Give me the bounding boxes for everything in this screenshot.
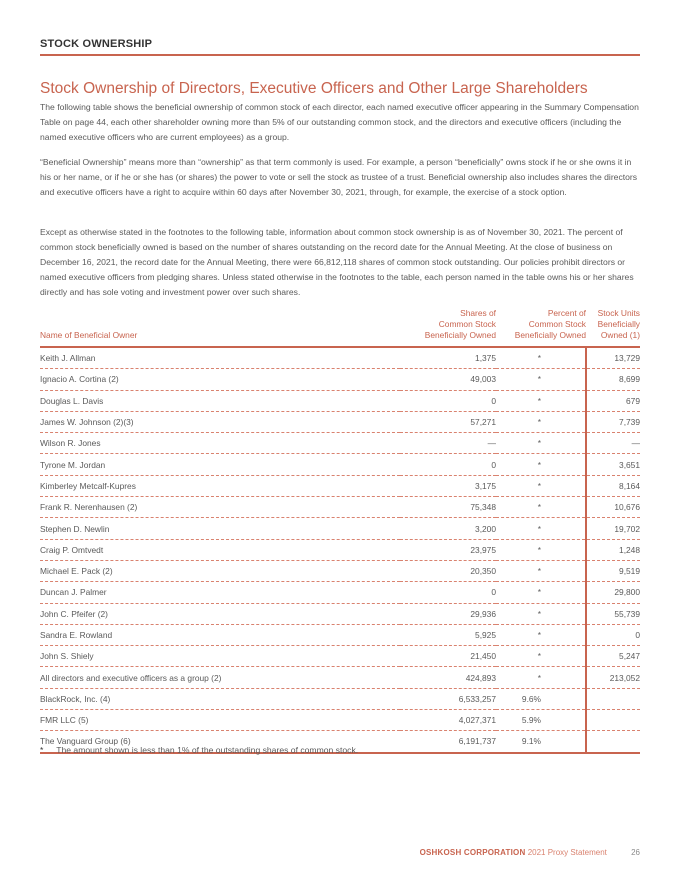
owner-name: Michael E. Pack (2) xyxy=(40,560,400,581)
table-row xyxy=(40,624,640,645)
shares-owned: 49,003 xyxy=(400,369,496,390)
percent-owned: * xyxy=(496,603,586,624)
percent-owned: * xyxy=(496,518,586,539)
percent-owned: * xyxy=(496,475,586,496)
owner-name: Frank R. Nerenhausen (2) xyxy=(40,497,400,518)
header-units-line: Stock Units xyxy=(597,308,640,318)
section-header: STOCK OWNERSHIP xyxy=(40,38,153,50)
owner-name: Stephen D. Newlin xyxy=(40,518,400,539)
header-name: Name of Beneficial Owner xyxy=(40,308,400,347)
stock-units: 7,739 xyxy=(586,411,640,432)
table-row xyxy=(40,667,640,688)
page-footer xyxy=(420,848,640,857)
stock-units: 213,052 xyxy=(586,667,640,688)
table-row xyxy=(40,411,640,432)
shares-owned: 23,975 xyxy=(400,539,496,560)
header-shares-line: Common Stock xyxy=(438,319,496,329)
stock-units: 0 xyxy=(586,624,640,645)
shares-owned: 5,925 xyxy=(400,624,496,645)
stock-units: 3,651 xyxy=(586,454,640,475)
percent-owned: 9.6% xyxy=(496,688,586,709)
owner-name: Craig P. Omtvedt xyxy=(40,539,400,560)
owner-name: Tyrone M. Jordan xyxy=(40,454,400,475)
owner-name: John C. Pfeifer (2) xyxy=(40,603,400,624)
owner-name: All directors and executive officers as a group (2) xyxy=(40,667,400,688)
table-row xyxy=(40,646,640,667)
stock-units: 29,800 xyxy=(586,582,640,603)
stock-units: 679 xyxy=(586,390,640,411)
percent-owned: * xyxy=(496,390,586,411)
shares-owned: 20,350 xyxy=(400,560,496,581)
page-number: 26 xyxy=(631,848,640,857)
table-row xyxy=(40,454,640,475)
table-header-row xyxy=(40,308,640,347)
shares-owned: 3,200 xyxy=(400,518,496,539)
table-row xyxy=(40,582,640,603)
owner-name: Keith J. Allman xyxy=(40,347,400,369)
stock-units: 9,519 xyxy=(586,560,640,581)
stock-units: 8,164 xyxy=(586,475,640,496)
table-row xyxy=(40,369,640,390)
header-units xyxy=(586,308,640,347)
owner-name: Duncan J. Palmer xyxy=(40,582,400,603)
table-row xyxy=(40,560,640,581)
percent-owned: * xyxy=(496,411,586,432)
table-row xyxy=(40,475,640,496)
shares-owned: 1,375 xyxy=(400,347,496,369)
shares-owned: 57,271 xyxy=(400,411,496,432)
page-title: Stock Ownership of Directors, Executive Officers and Other Large Shareholders xyxy=(40,80,588,97)
shares-owned: 6,533,257 xyxy=(400,688,496,709)
percent-owned: * xyxy=(496,497,586,518)
ownership-details-paragraph: Except as otherwise stated in the footnotes to the following table, information about common stock ownership is as of November 30, 2021. The percent of common stock beneficially owned is based on the number of shares outstanding on the record date for the Annual Meeting. At the close of business on December 16, 2021, the record date for the Annual Meeting, there were 66,812,118 shares of common stock outstanding. Our policies prohibit directors or named executive officers from pledging shares. Unless stated otherwise in the footnotes to the table, each person named in the table owns his or her shares directly and has sole voting and investment power over such shares. xyxy=(40,227,634,297)
stock-units xyxy=(586,688,640,709)
header-shares xyxy=(400,308,496,347)
percent-owned: 5.9% xyxy=(496,710,586,731)
owner-name: Sandra E. Rowland xyxy=(40,624,400,645)
footer-document: 2021 Proxy Statement xyxy=(527,848,607,857)
header-percent xyxy=(496,308,586,347)
percent-owned: * xyxy=(496,560,586,581)
owner-name: BlackRock, Inc. (4) xyxy=(40,688,400,709)
table-row xyxy=(40,710,640,731)
table-row xyxy=(40,347,640,369)
shares-owned: — xyxy=(400,433,496,454)
stock-units xyxy=(586,731,640,753)
stock-units: 1,248 xyxy=(586,539,640,560)
shares-owned: 4,027,371 xyxy=(400,710,496,731)
table-row xyxy=(40,518,640,539)
percent-owned: * xyxy=(496,369,586,390)
owner-name: FMR LLC (5) xyxy=(40,710,400,731)
percent-owned: * xyxy=(496,582,586,603)
percent-owned: * xyxy=(496,433,586,454)
percent-owned: * xyxy=(496,539,586,560)
percent-owned: * xyxy=(496,454,586,475)
percent-owned: * xyxy=(496,347,586,369)
percent-owned: * xyxy=(496,667,586,688)
footer-company: OSHKOSH CORPORATION xyxy=(419,848,526,857)
shares-owned: 3,175 xyxy=(400,475,496,496)
owner-name: The Vanguard Group (6) xyxy=(40,731,400,753)
percent-owned: * xyxy=(496,624,586,645)
header-percent-line: Common Stock xyxy=(528,319,586,329)
header-percent-line: Percent of xyxy=(547,308,586,318)
stock-units: 19,702 xyxy=(586,518,640,539)
table-row xyxy=(40,539,640,560)
intro-paragraph: The following table shows the beneficial ownership of common stock of each director, each named executive officer appearing in the Summary Compensation Table on page 44, each other shareholder owning more than 5% of our outstanding common stock, and the directors and executive officers (including the named executive officers who are current employees) as a group. xyxy=(40,102,639,142)
beneficial-ownership-paragraph: “Beneficial Ownership” means more than “ownership” as that term commonly is used. For example, a person “beneficially” owns stock if he or she owns it in his or her name, or if he or she has (or shares) the power to vote or sell the stock as trustee of a trust. Beneficial ownership also includes shares the directors and executive officers have a right to acquire within 60 days after November 30, 2021, through, for example, the exercise of a stock option. xyxy=(40,157,638,197)
header-units-line: Beneficially xyxy=(597,319,640,329)
stock-units xyxy=(586,710,640,731)
percent-owned: 9.1% xyxy=(496,731,586,753)
ownership-table xyxy=(40,308,640,754)
owner-name: Kimberley Metcalf-Kupres xyxy=(40,475,400,496)
table-row xyxy=(40,433,640,454)
table-row xyxy=(40,497,640,518)
shares-owned: 75,348 xyxy=(400,497,496,518)
shares-owned: 29,936 xyxy=(400,603,496,624)
stock-units: 13,729 xyxy=(586,347,640,369)
shares-owned: 21,450 xyxy=(400,646,496,667)
table-row xyxy=(40,390,640,411)
stock-units: 10,676 xyxy=(586,497,640,518)
header-units-line: Owned (1) xyxy=(600,330,640,340)
owner-name: James W. Johnson (2)(3) xyxy=(40,411,400,432)
shares-owned: 0 xyxy=(400,390,496,411)
table-row xyxy=(40,688,640,709)
footnote-marker: * xyxy=(40,745,44,755)
table-row xyxy=(40,603,640,624)
header-percent-line: Beneficially Owned xyxy=(514,330,586,340)
section-rule xyxy=(40,54,640,56)
stock-units: 5,247 xyxy=(586,646,640,667)
footnote xyxy=(40,745,358,755)
footnote-text: The amount shown is less than 1% of the outstanding shares of common stock. xyxy=(56,745,359,755)
owner-name: Wilson R. Jones xyxy=(40,433,400,454)
header-shares-line: Shares of xyxy=(460,308,496,318)
shares-owned: 0 xyxy=(400,454,496,475)
stock-units: — xyxy=(586,433,640,454)
stock-units: 55,739 xyxy=(586,603,640,624)
shares-owned: 0 xyxy=(400,582,496,603)
percent-owned: * xyxy=(496,646,586,667)
owner-name: John S. Shiely xyxy=(40,646,400,667)
header-shares-line: Beneficially Owned xyxy=(424,330,496,340)
shares-owned: 424,893 xyxy=(400,667,496,688)
shares-owned: 6,191,737 xyxy=(400,731,496,753)
owner-name: Ignacio A. Cortina (2) xyxy=(40,369,400,390)
owner-name: Douglas L. Davis xyxy=(40,390,400,411)
stock-units: 8,699 xyxy=(586,369,640,390)
